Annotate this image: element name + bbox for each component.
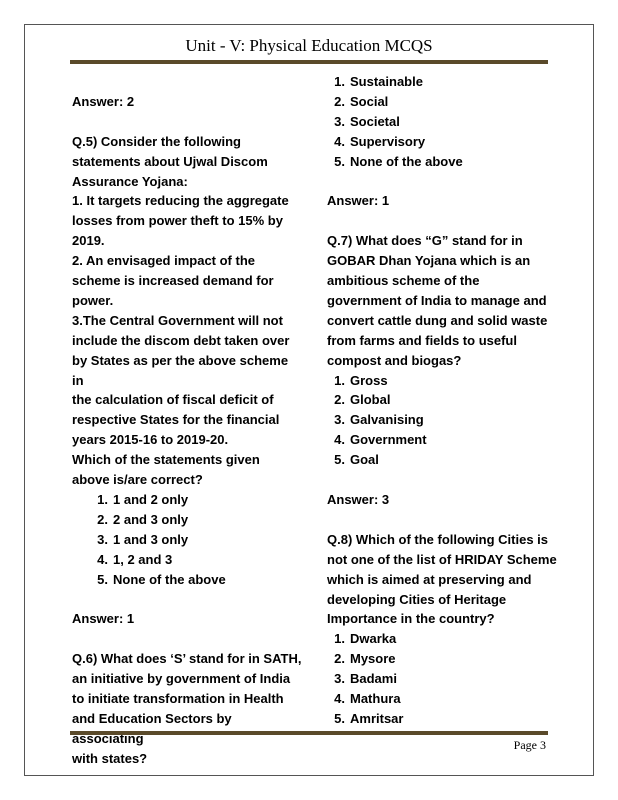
option-item: 2. Global — [334, 392, 391, 408]
header-rule — [70, 60, 548, 64]
q5-options — [72, 490, 302, 590]
option-item: 4. 1, 2 and 3 — [97, 551, 173, 567]
q8-options — [327, 629, 557, 729]
q7-line: ambitious scheme of the — [327, 273, 480, 289]
option-item: 4. Supervisory — [334, 133, 426, 149]
question-q6 — [72, 649, 302, 768]
option-item: 3. 1 and 3 only — [97, 531, 189, 547]
question-q8 — [327, 530, 557, 630]
option-item: 2. Mysore — [334, 651, 396, 667]
question-q7 — [327, 231, 557, 370]
q8-line: Importance in the country? — [327, 611, 495, 627]
q6-line: to initiate transformation in Health — [72, 691, 284, 707]
q5-line: losses from power theft to 15% by — [72, 213, 283, 229]
option-item: 5. None of the above — [334, 153, 463, 169]
q6-options — [327, 72, 557, 172]
q5-line: statements about Ujwal Discom — [72, 153, 268, 169]
answer-q7: Answer: 3 — [327, 491, 390, 507]
q5-line: the calculation of fiscal deficit of — [72, 392, 274, 408]
footer-rule — [70, 731, 548, 735]
question-q5 — [72, 132, 302, 490]
q6-line: and Education Sectors by associating — [72, 710, 232, 746]
q7-options — [327, 371, 557, 471]
q8-line: which is aimed at preserving and — [327, 571, 532, 587]
q7-line: convert cattle dung and solid waste — [327, 312, 548, 328]
q6-line: Q.6) What does ‘S’ stand for in SATH, — [72, 651, 302, 667]
option-item: 1. Sustainable — [334, 74, 423, 89]
option-item: 3. Societal — [334, 113, 400, 129]
q7-line: from farms and fields to useful — [327, 332, 517, 348]
q5-line: Which of the statements given — [72, 452, 260, 468]
q7-line: GOBAR Dhan Yojana which is an — [327, 253, 531, 269]
option-item: 1. Gross — [334, 372, 388, 388]
q5-line: Assurance Yojana: — [72, 173, 188, 189]
option-item: 3. Badami — [334, 671, 397, 687]
q5-line: scheme is increased demand for — [72, 273, 274, 289]
q5-line: years 2015-16 to 2019-20. — [72, 432, 229, 448]
q5-line: 3.The Central Government will not — [72, 312, 283, 328]
q8-line: not one of the list of HRIDAY Scheme — [327, 551, 557, 567]
option-item: 4. Government — [334, 432, 427, 448]
option-item: 1. Dwarka — [334, 631, 397, 647]
option-item: 1. 1 and 2 only — [97, 492, 189, 507]
left-column — [72, 72, 302, 769]
q8-line: developing Cities of Heritage — [327, 591, 507, 607]
q5-line: power. — [72, 292, 114, 308]
q7-line: Q.7) What does “G” stand for in — [327, 233, 523, 249]
q6-line: with states? — [72, 750, 148, 766]
q5-line: above is/are correct? — [72, 472, 203, 488]
q5-line: by States as per the above scheme in — [72, 352, 289, 388]
option-item: 5. None of the above — [97, 571, 226, 587]
q5-line: 2. An envisaged impact of the — [72, 253, 256, 269]
q5-line: Q.5) Consider the following — [72, 133, 241, 149]
option-item: 5. Goal — [334, 452, 379, 468]
option-item: 5. Amritsar — [334, 710, 404, 726]
q5-line: 1. It targets reducing the aggregate — [72, 193, 289, 209]
right-column — [327, 72, 557, 729]
q5-line: include the discom debt taken over — [72, 332, 290, 348]
page-number: Page 3 — [513, 738, 546, 752]
q8-line: Q.8) Which of the following Cities is — [327, 531, 548, 547]
option-item: 3. Galvanising — [334, 412, 424, 428]
q7-line: government of India to manage and — [327, 292, 547, 308]
q7-line: compost and biogas? — [327, 352, 462, 368]
page-header: Unit - V: Physical Education MCQS — [185, 36, 433, 55]
option-item: 2. Social — [334, 93, 389, 109]
q5-line: respective States for the financial — [72, 412, 280, 428]
option-item: 2. 2 and 3 only — [97, 511, 189, 527]
q5-line: 2019. — [72, 233, 105, 249]
q6-line: an initiative by government of India — [72, 671, 291, 687]
answer-q5: Answer: 1 — [72, 611, 135, 627]
answer-q4: Answer: 2 — [72, 93, 135, 109]
answer-q6: Answer: 1 — [327, 193, 390, 209]
option-item: 4. Mathura — [334, 691, 401, 707]
